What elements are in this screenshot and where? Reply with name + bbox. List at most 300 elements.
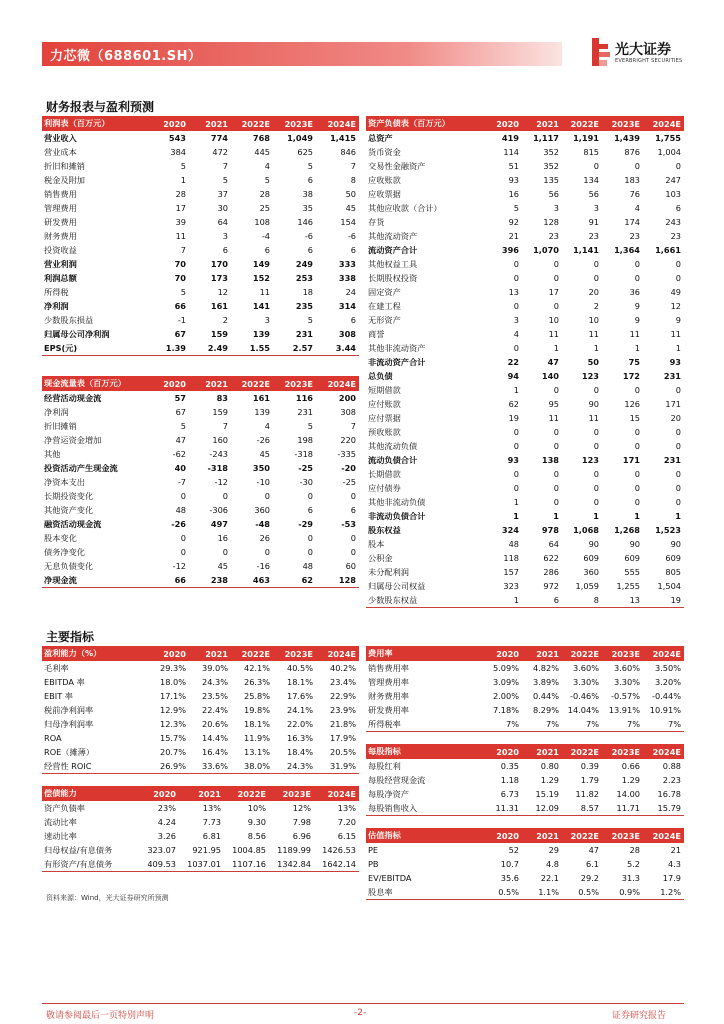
cell-value: 609 bbox=[583, 553, 599, 563]
cell-value: 83 bbox=[216, 393, 228, 403]
cell-value: 67 bbox=[174, 329, 186, 339]
cell-value: 5 bbox=[180, 421, 186, 431]
valuation-table bbox=[366, 828, 684, 900]
year-header: 2021 bbox=[189, 646, 231, 661]
cell-value: 921.95 bbox=[192, 845, 221, 855]
cell-value: 50 bbox=[587, 357, 599, 367]
table-row bbox=[366, 509, 684, 523]
row-label: 研发费用率 bbox=[368, 704, 409, 715]
cell-value: 352 bbox=[543, 147, 559, 157]
cell-value: 846 bbox=[340, 147, 356, 157]
cell-value: 308 bbox=[340, 407, 356, 417]
table-row bbox=[42, 447, 359, 461]
row-label: 长期投资变化 bbox=[44, 490, 94, 501]
cell-value: 157 bbox=[503, 567, 519, 577]
cell-value: 13 bbox=[508, 287, 519, 297]
cell-value: 0 bbox=[553, 469, 559, 479]
cell-value: 1 bbox=[675, 511, 681, 521]
cell-value: 15.7% bbox=[159, 733, 186, 743]
cell-value: 0 bbox=[553, 441, 559, 451]
cell-value: 243 bbox=[665, 217, 681, 227]
cell-value: 220 bbox=[340, 435, 356, 445]
cell-value: 154 bbox=[340, 217, 356, 227]
cell-value: 0 bbox=[675, 273, 681, 283]
cell-value: 497 bbox=[210, 519, 228, 529]
year-header: 2020 bbox=[484, 646, 522, 661]
cell-value: 3.50% bbox=[654, 663, 681, 673]
cell-value: 7% bbox=[484, 717, 522, 732]
cell-value: 22 bbox=[507, 357, 519, 367]
table-row bbox=[366, 341, 684, 355]
row-label: 总负债 bbox=[368, 370, 393, 381]
cell-value: -243 bbox=[209, 449, 228, 459]
cell-value: 7.20 bbox=[337, 817, 356, 827]
cell-value: 7% bbox=[562, 717, 602, 732]
cell-value: 0 bbox=[513, 427, 519, 437]
row-label: 研发费用 bbox=[44, 216, 77, 227]
cell-value: 31.3 bbox=[621, 873, 640, 883]
year-header: 2020 bbox=[484, 116, 522, 131]
table-title: 估值指标 bbox=[366, 828, 484, 843]
table-row bbox=[366, 495, 684, 509]
row-label: 股息率 bbox=[366, 885, 484, 900]
cell-value: 609 bbox=[624, 553, 640, 563]
cell-value: 0 bbox=[307, 533, 313, 543]
table-row bbox=[366, 703, 684, 717]
cell-value: 3 bbox=[222, 231, 228, 241]
cell-value: 13% bbox=[202, 803, 221, 813]
brand-name: 光大证券 bbox=[615, 42, 671, 58]
row-label: ROE（摊薄） bbox=[44, 746, 95, 757]
cell-value: 1,049 bbox=[287, 133, 313, 143]
cell-value: 13.91% bbox=[608, 705, 640, 715]
table-row bbox=[366, 689, 684, 703]
cell-value: 0 bbox=[222, 491, 228, 501]
cell-value: 972 bbox=[543, 581, 559, 591]
table-row bbox=[42, 731, 359, 745]
cell-value: 172 bbox=[622, 371, 640, 381]
cell-value: 3.44 bbox=[316, 341, 359, 356]
cell-value: 1189.99 bbox=[277, 845, 311, 855]
table-row bbox=[42, 815, 359, 829]
cell-value: 123 bbox=[581, 371, 599, 381]
row-label: 非流动负债合计 bbox=[368, 510, 426, 521]
cell-value: 1,255 bbox=[616, 581, 640, 591]
cell-value: 12% bbox=[292, 803, 311, 813]
cell-value: 286 bbox=[543, 567, 559, 577]
cell-value: 1 bbox=[634, 511, 640, 521]
row-label: 应付票据 bbox=[368, 412, 401, 423]
cashflow-table bbox=[42, 376, 359, 588]
cell-value: 0 bbox=[180, 547, 186, 557]
cell-value: 0.5% bbox=[484, 885, 522, 900]
cell-value: 4.82% bbox=[532, 663, 559, 673]
cell-value: 0 bbox=[513, 343, 519, 353]
cell-value: 6 bbox=[307, 245, 313, 255]
cell-value: 0 bbox=[593, 469, 599, 479]
cell-value: 76 bbox=[629, 189, 640, 199]
cell-value: 39.0% bbox=[201, 663, 228, 673]
cell-value: 0 bbox=[553, 483, 559, 493]
year-header: 2020 bbox=[147, 376, 189, 391]
cell-value: 11.9% bbox=[243, 733, 270, 743]
cell-value: 5 bbox=[307, 421, 313, 431]
table-row bbox=[42, 675, 359, 689]
cell-value: 11 bbox=[588, 413, 599, 423]
cell-value: 247 bbox=[665, 175, 681, 185]
cell-value: 1.2% bbox=[643, 885, 684, 900]
cell-value: 14.4% bbox=[201, 733, 228, 743]
cell-value: 1,004 bbox=[657, 147, 681, 157]
cell-value: -318 bbox=[294, 449, 313, 459]
year-header: 2021 bbox=[522, 744, 562, 759]
cell-value: -10 bbox=[256, 477, 270, 487]
table-row bbox=[42, 405, 359, 419]
year-header: 2024E bbox=[643, 116, 684, 131]
cell-value: -1 bbox=[177, 315, 186, 325]
cell-value: 11 bbox=[175, 231, 186, 241]
row-label: EV/EBITDA bbox=[368, 873, 412, 883]
cell-value: -25 bbox=[342, 477, 356, 487]
cell-value: 463 bbox=[231, 573, 273, 588]
cell-value: 5 bbox=[307, 315, 313, 325]
cell-value: 0 bbox=[675, 483, 681, 493]
cell-value: 6 bbox=[350, 245, 356, 255]
table-row bbox=[366, 843, 684, 857]
table-header-row bbox=[366, 646, 684, 661]
cell-value: 1.18 bbox=[500, 775, 519, 785]
cell-value: 11 bbox=[548, 413, 559, 423]
cell-value: 338 bbox=[338, 273, 356, 283]
row-label: 应收票据 bbox=[368, 188, 401, 199]
cell-value: 3.30% bbox=[613, 677, 640, 687]
row-label: EPS(元) bbox=[42, 341, 147, 356]
table-row bbox=[366, 773, 684, 787]
cell-value: 94 bbox=[507, 371, 519, 381]
cell-value: 0.9% bbox=[602, 885, 643, 900]
cell-value: 62 bbox=[508, 399, 519, 409]
year-header: 2024E bbox=[316, 116, 359, 131]
cell-value: -53 bbox=[341, 519, 356, 529]
row-label: 折旧和摊销 bbox=[44, 160, 85, 171]
cell-value: 350 bbox=[252, 463, 270, 473]
cell-value: 1.29 bbox=[540, 775, 559, 785]
row-label: 投资收益 bbox=[44, 244, 77, 255]
cell-value: 18.1% bbox=[286, 677, 313, 687]
cell-value: 92 bbox=[508, 217, 519, 227]
cell-value: 67 bbox=[175, 407, 186, 417]
table-header-row bbox=[366, 744, 684, 759]
cell-value: 11.71 bbox=[602, 801, 643, 816]
cell-value: 0 bbox=[593, 385, 599, 395]
table-row bbox=[366, 285, 684, 299]
cell-value: 768 bbox=[252, 133, 270, 143]
cell-value: 18.4% bbox=[286, 747, 313, 757]
cell-value: 62 bbox=[273, 573, 316, 588]
cell-value: 4 bbox=[513, 329, 519, 339]
cell-value: 0 bbox=[593, 273, 599, 283]
cell-value: 0 bbox=[593, 161, 599, 171]
cell-value: 11 bbox=[629, 329, 640, 339]
cell-value: 0.44% bbox=[532, 691, 559, 701]
year-header: 2020 bbox=[484, 744, 522, 759]
table-header-row bbox=[366, 828, 684, 843]
cell-value: 0 bbox=[350, 533, 356, 543]
cell-value: 0 bbox=[675, 427, 681, 437]
cell-value: 23.5% bbox=[201, 691, 228, 701]
cell-value: 1,068 bbox=[573, 525, 599, 535]
table-row bbox=[42, 661, 359, 675]
brand-logo bbox=[592, 38, 684, 68]
cell-value: 1,191 bbox=[573, 133, 599, 143]
cell-value: 314 bbox=[338, 301, 356, 311]
cell-value: 0 bbox=[675, 469, 681, 479]
row-label: 非流动资产合计 bbox=[368, 356, 426, 367]
cell-value: 26.3% bbox=[243, 677, 270, 687]
cell-value: 17.9 bbox=[662, 873, 681, 883]
year-header: 2024E bbox=[643, 744, 684, 759]
cell-value: 323 bbox=[503, 581, 519, 591]
cell-value: 7 bbox=[350, 161, 356, 171]
row-label: PB bbox=[368, 859, 379, 869]
table-header-row bbox=[42, 646, 359, 661]
cell-value: 16.3% bbox=[286, 733, 313, 743]
cell-value: 1 bbox=[513, 497, 519, 507]
cell-value: 45 bbox=[259, 449, 270, 459]
cell-value: 360 bbox=[254, 505, 270, 515]
row-label: 货币资金 bbox=[368, 146, 401, 157]
table-row bbox=[366, 425, 684, 439]
cell-value: 47 bbox=[547, 357, 559, 367]
row-label: EBITDA 率 bbox=[44, 676, 85, 687]
cell-value: 0 bbox=[553, 273, 559, 283]
cell-value: 48 bbox=[508, 539, 519, 549]
cell-value: 22.9% bbox=[329, 691, 356, 701]
row-label: 净利润 bbox=[44, 300, 69, 311]
cell-value: 128 bbox=[316, 573, 359, 588]
row-label: 流动负债合计 bbox=[368, 454, 418, 465]
cell-value: 0 bbox=[553, 301, 559, 311]
year-header: 2024E bbox=[643, 828, 684, 843]
cell-value: 48 bbox=[302, 561, 313, 571]
cell-value: 419 bbox=[501, 133, 519, 143]
cell-value: 0 bbox=[634, 483, 640, 493]
row-label: 少数股东损益 bbox=[44, 314, 94, 325]
table-row bbox=[366, 355, 684, 369]
cell-value: 103 bbox=[665, 189, 681, 199]
cell-value: 40.2% bbox=[329, 663, 356, 673]
table-row bbox=[366, 523, 684, 537]
year-header: 2023E bbox=[273, 646, 316, 661]
row-label: 流动资产合计 bbox=[368, 244, 418, 255]
cell-value: 24.3% bbox=[273, 759, 316, 774]
cell-value: 56 bbox=[588, 189, 599, 199]
cell-value: 0 bbox=[553, 259, 559, 269]
cell-value: 93 bbox=[508, 175, 519, 185]
row-label: 净利润 bbox=[44, 406, 69, 417]
row-label: 归母权益/有息债务 bbox=[44, 844, 113, 855]
cell-value: 0.39 bbox=[580, 761, 599, 771]
header-title: 力芯微（688601.SH） bbox=[50, 49, 202, 64]
cell-value: 6 bbox=[675, 203, 681, 213]
table-row bbox=[42, 313, 359, 327]
table-row bbox=[42, 299, 359, 313]
cell-value: 1,268 bbox=[614, 525, 640, 535]
cell-value: 409.53 bbox=[134, 857, 179, 872]
table-row bbox=[366, 327, 684, 341]
row-label: 销售费用 bbox=[44, 188, 77, 199]
year-header: 2022E bbox=[562, 646, 602, 661]
cell-value: 24 bbox=[345, 287, 356, 297]
year-header: 2023E bbox=[602, 646, 643, 661]
cell-value: 1.29 bbox=[621, 775, 640, 785]
cell-value: 24.1% bbox=[286, 705, 313, 715]
table-row bbox=[366, 551, 684, 565]
cell-value: 774 bbox=[210, 133, 228, 143]
cell-value: 231 bbox=[663, 371, 681, 381]
table-row bbox=[42, 857, 359, 872]
cell-value: 2 bbox=[593, 301, 599, 311]
cell-value: 1 bbox=[593, 511, 599, 521]
cell-value: 15.19 bbox=[535, 789, 559, 799]
cell-value: 161 bbox=[210, 301, 228, 311]
cell-value: -306 bbox=[209, 505, 228, 515]
cell-value: 7.73 bbox=[202, 817, 221, 827]
table-row bbox=[42, 243, 359, 257]
cell-value: 3 bbox=[593, 203, 599, 213]
cell-value: 3 bbox=[264, 315, 270, 325]
cell-value: 815 bbox=[583, 147, 599, 157]
cell-value: 126 bbox=[624, 399, 640, 409]
row-label: 应收账款 bbox=[368, 174, 401, 185]
row-label: 其他 bbox=[44, 448, 61, 459]
cell-value: 141 bbox=[252, 301, 270, 311]
cell-value: 4 bbox=[264, 421, 270, 431]
table-header-row bbox=[42, 786, 359, 801]
table-row bbox=[42, 503, 359, 517]
table-row bbox=[366, 397, 684, 411]
table-row bbox=[366, 215, 684, 229]
cell-value: 0 bbox=[513, 273, 519, 283]
cell-value: 7 bbox=[350, 421, 356, 431]
page-header bbox=[0, 0, 724, 70]
table-title: 利润表（百万元） bbox=[42, 116, 147, 131]
cell-value: -335 bbox=[337, 449, 356, 459]
row-label: 营业利润 bbox=[44, 258, 77, 269]
table-row bbox=[42, 573, 359, 588]
cell-value: -4 bbox=[261, 231, 270, 241]
row-label: 少数股东权益 bbox=[366, 593, 484, 608]
row-label: 营业收入 bbox=[44, 132, 77, 143]
cell-value: 10% bbox=[247, 803, 266, 813]
cell-value: 0 bbox=[675, 441, 681, 451]
brand-logo-icon bbox=[592, 38, 610, 66]
cell-value: 0 bbox=[513, 301, 519, 311]
cell-value: 37 bbox=[217, 189, 228, 199]
cell-value: 38 bbox=[302, 189, 313, 199]
table-row bbox=[366, 173, 684, 187]
cell-value: 35.6 bbox=[500, 873, 519, 883]
table-row bbox=[366, 131, 684, 145]
cell-value: 23 bbox=[588, 231, 599, 241]
row-label: 速动比率 bbox=[44, 830, 77, 841]
cell-value: 18 bbox=[302, 287, 313, 297]
cell-value: -12 bbox=[172, 561, 186, 571]
footer-disclaimer: 敬请参阅最后一页特别声明 bbox=[46, 1011, 155, 1021]
cell-value: 1,755 bbox=[655, 133, 681, 143]
cell-value: 6 bbox=[264, 245, 270, 255]
cell-value: 90 bbox=[588, 539, 599, 549]
cell-value: 3.60% bbox=[613, 663, 640, 673]
cell-value: -62 bbox=[172, 449, 186, 459]
cell-value: 26.9% bbox=[147, 759, 189, 774]
year-header: 2020 bbox=[147, 646, 189, 661]
cell-value: 1.55 bbox=[231, 341, 273, 356]
table-row bbox=[366, 201, 684, 215]
cell-value: 8 bbox=[562, 593, 602, 608]
cell-value: 12 bbox=[670, 301, 681, 311]
cell-value: 0.66 bbox=[621, 761, 640, 771]
table-row bbox=[366, 871, 684, 885]
year-header: 2024E bbox=[314, 786, 359, 801]
cell-value: 19.8% bbox=[243, 705, 270, 715]
row-label: 每股经营现金流 bbox=[368, 774, 426, 785]
table-row bbox=[366, 467, 684, 481]
cell-value: 4.24 bbox=[157, 817, 176, 827]
cell-value: 93 bbox=[669, 357, 681, 367]
cell-value: 15 bbox=[629, 413, 640, 423]
year-header: 2024E bbox=[643, 646, 684, 661]
cell-value: 21.8% bbox=[329, 719, 356, 729]
income-statement-table bbox=[42, 116, 359, 356]
cell-value: 138 bbox=[541, 455, 559, 465]
cell-value: 0 bbox=[264, 547, 270, 557]
row-label: 股东权益 bbox=[368, 524, 401, 535]
cell-value: 200 bbox=[338, 393, 356, 403]
row-label: 每股销售收入 bbox=[366, 801, 484, 816]
cell-value: 17.1% bbox=[159, 691, 186, 701]
cell-value: 0 bbox=[307, 547, 313, 557]
cell-value: 49 bbox=[670, 287, 681, 297]
brand-name-en: EVERBRIGHT SECURITIES bbox=[615, 58, 683, 64]
page-number: -2- bbox=[354, 1008, 367, 1018]
table-row bbox=[42, 829, 359, 843]
table-header-row bbox=[366, 116, 684, 131]
cell-value: 0 bbox=[264, 491, 270, 501]
table-row bbox=[366, 885, 684, 900]
table-row bbox=[366, 243, 684, 257]
cell-value: 253 bbox=[295, 273, 313, 283]
cell-value: 0 bbox=[513, 483, 519, 493]
cell-value: 17.6% bbox=[286, 691, 313, 701]
cell-value: 11 bbox=[259, 287, 270, 297]
cell-value: 622 bbox=[543, 553, 559, 563]
table-row bbox=[42, 461, 359, 475]
table-row bbox=[42, 391, 359, 405]
cell-value: 20.5% bbox=[329, 747, 356, 757]
cell-value: 1,059 bbox=[575, 581, 599, 591]
cell-value: 140 bbox=[541, 371, 559, 381]
section-title-financials: 财务报表与盈利预测 bbox=[46, 100, 155, 114]
cell-value: 52 bbox=[508, 845, 519, 855]
cell-value: 472 bbox=[212, 147, 228, 157]
cell-value: 90 bbox=[670, 539, 681, 549]
cell-value: 170 bbox=[210, 259, 228, 269]
cell-value: 35 bbox=[302, 203, 313, 213]
table-row bbox=[366, 801, 684, 816]
cell-value: 0 bbox=[513, 441, 519, 451]
cell-value: 10.7 bbox=[500, 859, 519, 869]
